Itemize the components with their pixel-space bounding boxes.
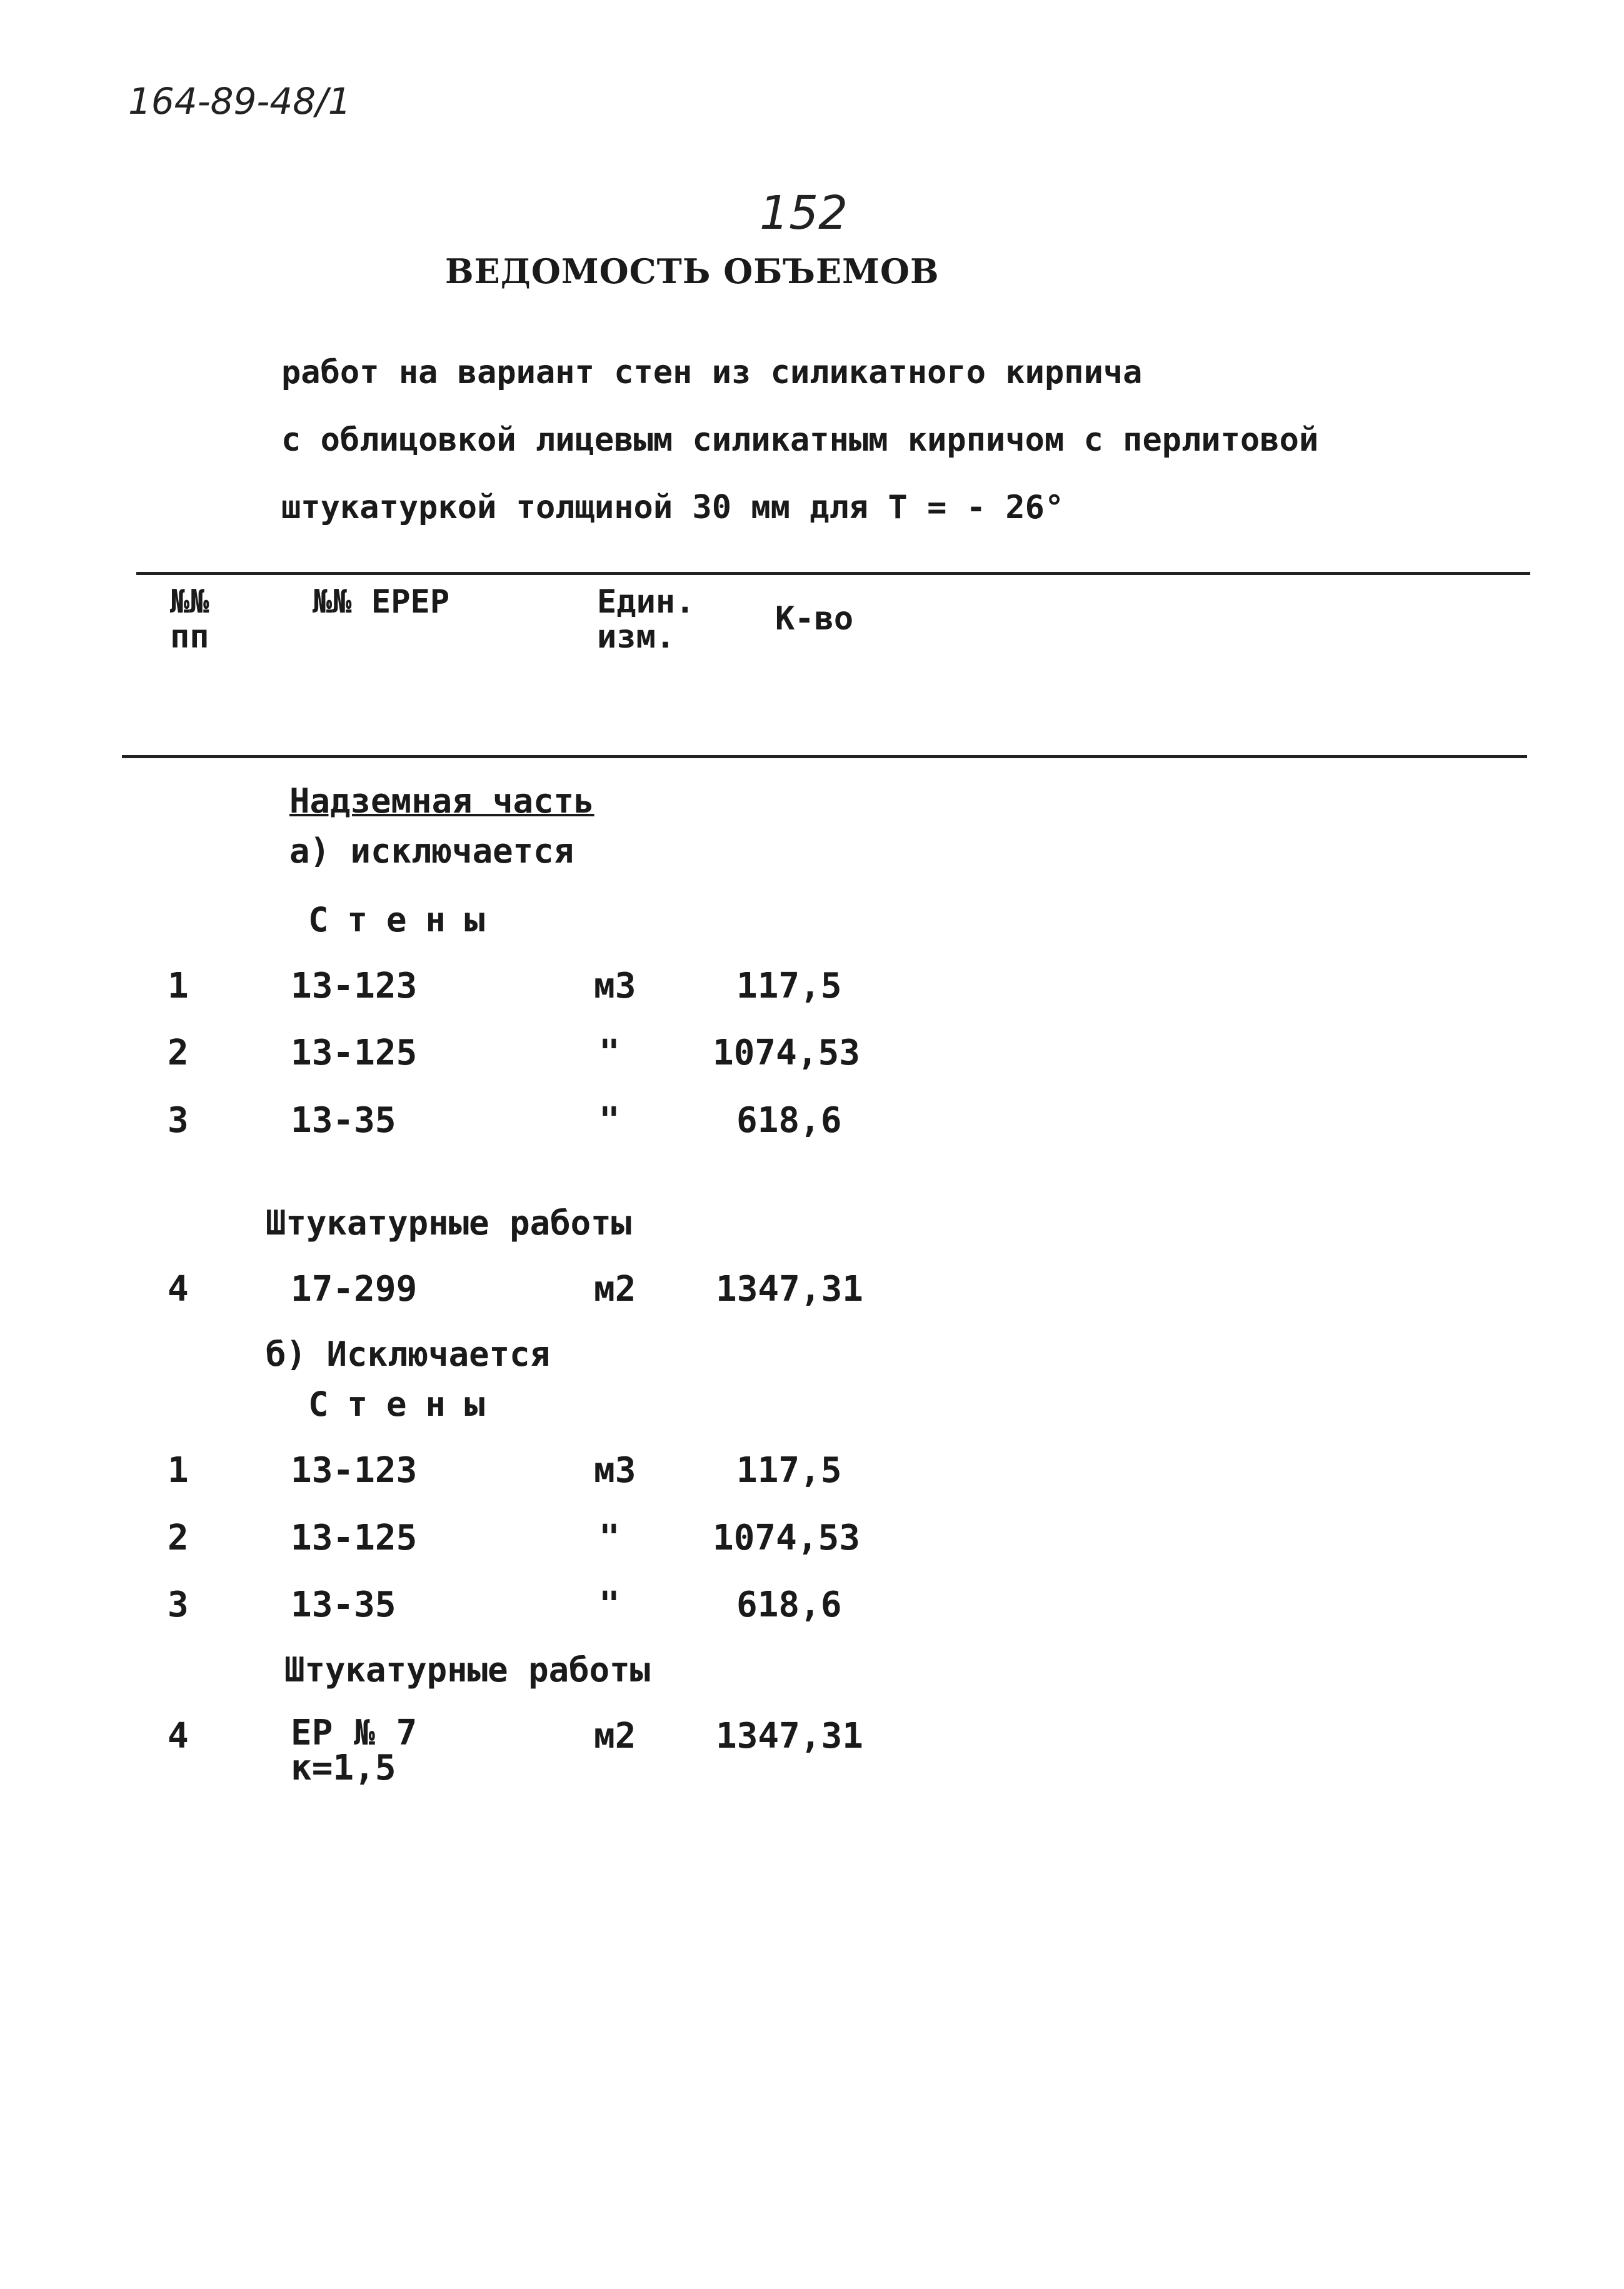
unit: м3 [594, 966, 636, 1006]
quantity: 1347,31 [716, 1269, 864, 1310]
header-rate-code: №№ ЕРЕР [313, 583, 450, 621]
section-title: Надземная часть [289, 781, 594, 821]
rate-code: 13-123 [291, 1450, 418, 1491]
subtitle-line: штукатуркой толщиной 30 мм для Т = - 26° [281, 489, 1065, 526]
subtitle-line: с облицовкой лицевым силикатным кирпичом с перлитовой [281, 421, 1319, 459]
rate-code: 13-35 [291, 1100, 396, 1141]
row-number: 4 [168, 1716, 189, 1756]
header-row-number: №№ пп [170, 583, 209, 656]
row-number: 4 [168, 1269, 189, 1310]
quantity: 1074,53 [713, 1033, 861, 1073]
document-number: 164-89-48/1 [128, 80, 351, 123]
row-number: 1 [168, 966, 189, 1006]
row-number: 3 [168, 1100, 189, 1141]
unit: " [599, 1100, 620, 1141]
subtitle-line: работ на вариант стен из силикатного кирпича [281, 354, 1143, 391]
group-b-walls-label: Стены [308, 1385, 504, 1424]
quantity: 618,6 [736, 1100, 842, 1141]
unit: м3 [594, 1450, 636, 1491]
group-b-plaster-label: Штукатурные работы [284, 1650, 651, 1690]
quantity: 1347,31 [716, 1716, 864, 1756]
rate-code: 17-299 [291, 1269, 418, 1310]
row-number: 3 [168, 1585, 189, 1625]
header-quantity: К-во [775, 600, 854, 638]
document-subtitle [281, 322, 1318, 558]
rate-code: 13-125 [291, 1033, 418, 1073]
group-a-plaster-label: Штукатурные работы [266, 1203, 632, 1243]
unit: " [599, 1585, 620, 1625]
row-number: 2 [168, 1033, 189, 1073]
document-title: ВЕДОМОСТЬ ОБЪЕМОВ [445, 251, 940, 291]
group-a-label: а) исключается [289, 831, 574, 871]
rate-code: 13-35 [291, 1585, 396, 1625]
unit: " [599, 1518, 620, 1558]
rate-code: 13-123 [291, 966, 418, 1006]
unit: " [599, 1033, 620, 1073]
group-b-label: б) Исключается [266, 1335, 551, 1374]
quantity: 117,5 [736, 1450, 842, 1491]
page-number: 152 [759, 186, 848, 240]
rate-code: ЕР № 7 к=1,5 [291, 1713, 418, 1788]
table-header-rule [122, 755, 1527, 758]
row-number: 2 [168, 1518, 189, 1558]
table-top-rule [136, 572, 1530, 575]
header-unit: Един. изм. [597, 583, 695, 656]
row-number: 1 [168, 1450, 189, 1491]
group-a-walls-label: Стены [308, 900, 504, 939]
unit: м2 [594, 1716, 636, 1756]
quantity: 1074,53 [713, 1518, 861, 1558]
quantity: 618,6 [736, 1585, 842, 1625]
rate-code: 13-125 [291, 1518, 418, 1558]
quantity: 117,5 [736, 966, 842, 1006]
unit: м2 [594, 1269, 636, 1310]
